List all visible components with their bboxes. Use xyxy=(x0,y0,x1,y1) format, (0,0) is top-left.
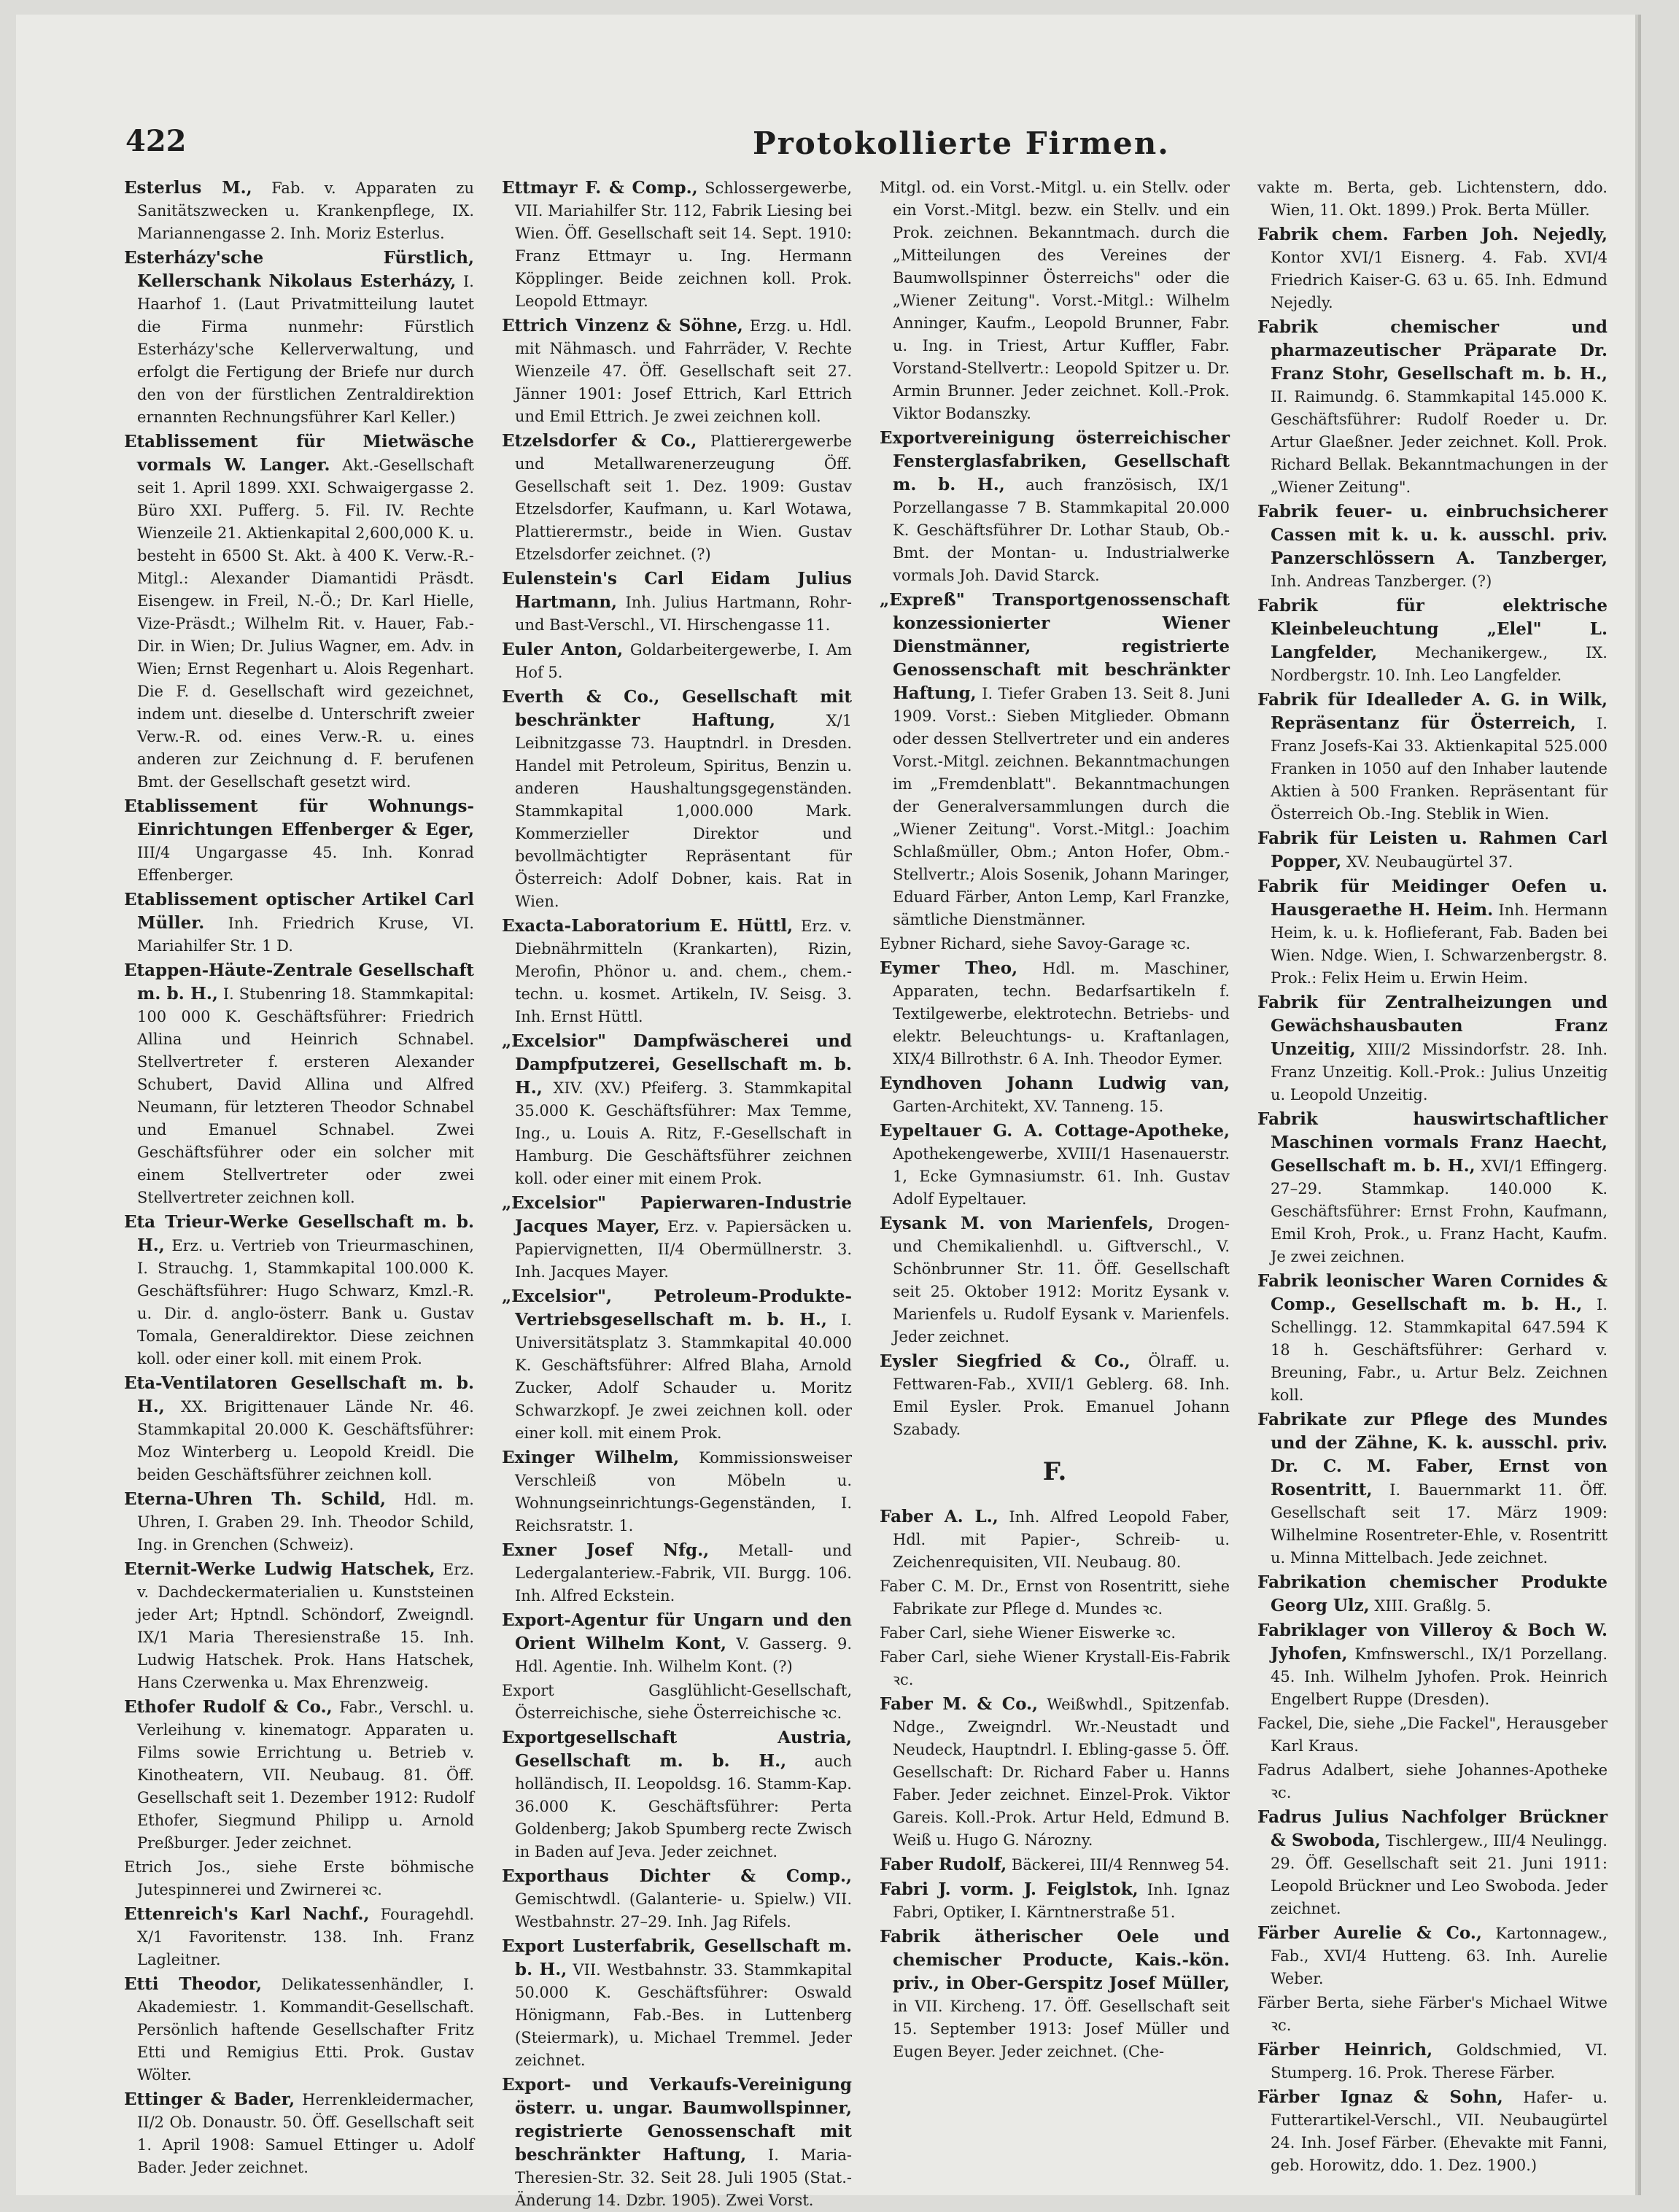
firm-name: Eypeltauer G. A. Cottage-Apotheke, xyxy=(880,1121,1230,1141)
directory-entry xyxy=(124,1696,474,1855)
firm-name: Ettmayr F. & Comp., xyxy=(502,178,698,198)
directory-entry xyxy=(502,1446,852,1537)
directory-entry xyxy=(502,430,852,566)
directory-entry xyxy=(502,1865,852,1933)
column-3 xyxy=(880,176,1230,2175)
directory-entry xyxy=(1257,1922,1608,1990)
firm-details: Mitgl. od. ein Vorst.-Mitgl. u. ein Stellv. oder ein Vorst.-Mitgl. bezw. ein Stellv. und ein Prok. zeichnen. Bekanntmach. durch die „Mitteilungen des Vereines der Baumwollspinner Österreichs" oder die „Wiener Zeitung". Vorst.-Mitgl.: Wilhelm Anninger, Kaufm., Leopold Brunner, Fabr. u. Ing. in Triest, Artur Kuffler, Fabr. Vorstand-Stellvertr.: Leopold Spitzer u. Dr. Armin Brunner. Jeder zeichnet. Koll.-Prok. Viktor Bodanszky. xyxy=(880,179,1230,422)
firm-name: Exportgesellschaft Austria, Gesellschaft m. b. H., xyxy=(502,1728,852,1771)
firm-details: Fouragehdl. X/1 Favoritenstr. 138. Inh. Franz Lagleitner. xyxy=(137,1906,474,1968)
firm-details: Export Gasglühlicht-Gesellschaft, Österreichische, siehe Österreichische ꝛc. xyxy=(502,1682,852,1722)
firm-name: Fabrik für elektrische Kleinbeleuchtung „Elel" L. Langfelder, xyxy=(1257,596,1608,662)
firm-name: Everth & Co., Gesellschaft mit beschränkter Haftung, xyxy=(502,687,852,730)
firm-details: Faber Carl, siehe Wiener Krystall-Eis-Fabrik ꝛc. xyxy=(880,1648,1230,1688)
firm-details: auch französisch, IX/1 Porzellangasse 7 B. Stammkapital 20.000 K. Geschäftsführer Dr. Lothar Staub, Ob.-Bmt. der Montan- u. Industrialwerke vormals Joh. David Starck. xyxy=(893,476,1230,584)
firm-details: Färber Berta, siehe Färber's Michael Witwe ꝛc. xyxy=(1257,1994,1608,2034)
firm-name: Esterlus M., xyxy=(124,178,252,198)
firm-details: Kmfnswerschl., IX/1 Porzellang. 45. Inh. Wilhelm Jyhofen. Prok. Heinrich Engelbert Ruppe (Dresden). xyxy=(1271,1645,1608,1708)
directory-columns xyxy=(124,176,1608,2209)
directory-entry xyxy=(1257,594,1608,687)
directory-entry xyxy=(502,567,852,637)
directory-entry xyxy=(502,1030,852,1190)
firm-name: Eyndhoven Johann Ludwig van, xyxy=(880,1074,1230,1093)
column-4 xyxy=(1257,176,1608,2175)
firm-name: Fabrikate zur Pflege des Mundes und der Zähne, K. k. ausschl. priv. Dr. C. M. Faber, Ernst von Rosentritt, xyxy=(1257,1410,1608,1499)
directory-entry xyxy=(1257,176,1608,222)
directory-entry xyxy=(1257,1806,1608,1920)
firm-name: Fabrik für Zentralheizungen und Gewächshausbauten Franz Unzeitig, xyxy=(1257,993,1608,1059)
firm-name: Faber Rudolf, xyxy=(880,1855,1007,1874)
directory-entry xyxy=(124,1211,474,1370)
directory-entry xyxy=(124,1372,474,1486)
directory-entry xyxy=(880,1878,1230,1924)
firm-name: Färber Heinrich, xyxy=(1257,2040,1433,2060)
directory-entry xyxy=(124,1903,474,1971)
firm-details: Inh. Ignaz Fabri, Optiker, I. Kärntnerstraße 51. xyxy=(893,1881,1230,1921)
firm-details: Akt.-Gesellschaft seit 1. April 1899. XXI. Schwaigergasse 2. Büro XXI. Pufferg. 5. Fil. IV. Rechte Wienzeile 21. Aktienkapital 2,600,000 K. u. besteht in 6500 St. Akt. à 400 K. Verw.-R.-Mitgl.: Alexander Diamantidi Präsdt. Eisengew. in Freil, N.-Ö.; Dr. Karl Hielle, Vize-Präsdt.; Wilhelm Rit. v. Hauer, Fab.-Dir. in Wien; Dr. Julius Wagner, em. Adv. in Wien; Ernst Regenhart u. Alois Regenhart. Die F. d. Gesellschaft wird gezeichnet, indem unt. dieselbe d. Unterschrift zweier Verw.-R. od. eines Verw.-R. u. eines anderen zur Zeichnung d. F. berufenen Bmt. der Gesellschaft gesetzt wird. xyxy=(137,457,474,791)
firm-name: Etzelsdorfer & Co., xyxy=(502,431,697,451)
directory-entry xyxy=(1257,875,1608,990)
firm-details: Schlossergewerbe, VII. Mariahilfer Str. 112, Fabrik Liesing bei Wien. Öff. Gesellschaft seit 14. Sept. 1910: Franz Ettmayr u. Ing. Hermann Köpplinger. Beide zeichnen koll. Prok. Leopold Ettmayr. xyxy=(515,179,852,310)
firm-details: V. Gasserg. 9. Hdl. Agentie. Inh. Wilhelm Kont. (?) xyxy=(515,1635,852,1675)
directory-entry xyxy=(502,176,852,313)
firm-details: I. Haarhof 1. (Laut Privatmitteilung lautet die Firma nunmehr: Fürstlich Esterházy'sche Kellerverwaltung, und erfolgt die Fertigung der Briefe nur durch den von der fürstlichen Zentraldirektion ernannten Rechnungsführer Karl Keller.) xyxy=(137,273,474,426)
firm-details: VII. Westbahnstr. 33. Stammkapital 50.000 K. Geschäftsführer: Oswald Hönigmann, Fab.-Bes. in Luttenberg (Steiermark), u. Michael Tremmel. Jeder zeichnet. xyxy=(515,1961,853,2069)
column-2 xyxy=(502,176,853,2209)
directory-entry xyxy=(502,1285,852,1445)
directory-entry xyxy=(124,1558,474,1694)
directory-entry xyxy=(1257,1619,1608,1711)
firm-name: Fabrikation chemischer Produkte Georg Ulz, xyxy=(1257,1572,1608,1615)
firm-name: Exinger Wilhelm, xyxy=(502,1448,680,1467)
directory-entry xyxy=(502,915,852,1028)
firm-name: Faber M. & Co., xyxy=(880,1694,1039,1714)
firm-details: Delikatessenhändler, I. Akademiestr. 1. Kommandit-Gesellschaft. Persönlich haftende Gesellschafter Fritz Etti und Remigius Etti. Prok. Gustav Wölter. xyxy=(137,1976,474,2084)
directory-entry xyxy=(1257,2086,1608,2177)
directory-entry xyxy=(124,888,474,958)
directory-entry xyxy=(502,686,852,913)
directory-entry xyxy=(124,795,474,887)
firm-details: Garten-Architekt, XV. Tanneng. 15. xyxy=(893,1098,1164,1115)
firm-details: Kartonnagew., Fab., XVI/4 Hutteng. 63. Inh. Aurelie Weber. xyxy=(1271,1925,1608,1987)
directory-entry xyxy=(124,1856,474,1901)
directory-entry xyxy=(124,430,474,793)
firm-details: Erzg. u. Hdl. mit Nähmasch. und Fahrräder, V. Rechte Wienzeile 47. Öff. Gesellschaft seit 27. Jänner 1901: Josef Ettrich, Karl Ettrich und Emil Ettrich. Je zwei zeichnen koll. xyxy=(515,317,852,425)
directory-entry xyxy=(880,589,1230,931)
directory-entry xyxy=(880,933,1230,955)
firm-details: XV. Neubaugürtel 37. xyxy=(1346,853,1513,871)
directory-entry xyxy=(502,2073,852,2212)
directory-entry xyxy=(1257,2038,1608,2084)
section-letter: F. xyxy=(1042,1457,1067,1486)
directory-entry xyxy=(880,1925,1230,2063)
firm-details: Kontor XVI/1 Eisnerg. 4. Fab. XVI/4 Friedrich Kaiser-G. 63 u. 65. Inh. Edmund Nejedly. xyxy=(1271,249,1608,311)
directory-entry xyxy=(502,1935,852,2072)
directory-entry xyxy=(124,1973,474,2087)
firm-details: XIII. Graßlg. 5. xyxy=(1374,1597,1492,1615)
firm-details: Inh. Andreas Tanzberger. (?) xyxy=(1271,573,1492,590)
firm-name: Etti Theodor, xyxy=(124,1974,263,1994)
directory-entry xyxy=(502,638,852,684)
firm-details: Gemischtwdl. (Galanterie- u. Spielw.) VII. Westbahnstr. 27–29. Inh. Jag Rifels. xyxy=(515,1890,852,1930)
firm-name: Ettenreich's Karl Nachf., xyxy=(124,1904,370,1924)
firm-name: Exportvereinigung österreichischer Fensterglasfabriken, Gesellschaft m. b. H., xyxy=(880,428,1230,494)
firm-name: Fabrik für Idealleder A. G. in Wilk, Repräsentanz für Österreich, xyxy=(1257,690,1608,733)
firm-name: Eta-Ventilatoren Gesellschaft m. b. H., xyxy=(124,1373,474,1416)
firm-details: I. Schellingg. 12. Stammkapital 647.594 K 18 h. Geschäftsführer: Gerhard v. Breuning, Fabr., u. Artur Belz. Zeichnen koll. xyxy=(1271,1296,1608,1404)
firm-name: Färber Aurelie & Co., xyxy=(1257,1923,1482,1943)
firm-details: I. Stubenring 18. Stammkapital: 100 000 K. Geschäftsführer: Friedrich Allina und Heinrich Schnabel. Stellvertreter f. ersteren Alexander Schubert, David Allina und Alfred Neumann, für letzteren Theodor Schnabel und Emanuel Schnabel. Zwei Geschäftsführer oder ein solcher mit einem Stellvertreter oder zwei Stellvertreter zeichnen koll. xyxy=(137,985,474,1206)
firm-name: Eysler Siegfried & Co., xyxy=(880,1351,1131,1371)
directory-entry xyxy=(1257,316,1608,499)
firm-details: Drogen- und Chemikalienhdl. u. Giftverschl., V. Schönbrunner Str. 11. Öff. Gesellschaft seit 25. Oktober 1912: Moritz Eysank v. Marienfels u. Rudolf Eysank v. Marienfels. Jeder zeichnet. xyxy=(893,1215,1230,1346)
firm-details: Fab. v. Apparaten zu Sanitätszwecken u. Krankenpflege, IX. Mariannengasse 2. Inh. Moriz Esterlus. xyxy=(137,179,475,242)
firm-details: III/4 Ungargasse 45. Inh. Konrad Effenberger. xyxy=(137,844,474,884)
directory-entry xyxy=(502,314,852,428)
firm-details: Apothekengewerbe, XVIII/1 Hasenauerstr. 1, Ecke Gymnasiumstr. 61. Inh. Gustav Adolf Eypeltauer. xyxy=(893,1145,1230,1208)
firm-details: X/1 Leibnitzgasse 73. Hauptndrl. in Dresden. Handel mit Petroleum, Spiritus, Benzin u. anderen Haushaltungsgegenständen. Stammkapital 1,000.000 Mark. Kommerzieller Direktor und bevollmächtigter Repräsentant für Österreich: Adolf Dobner, kais. Rat in Wien. xyxy=(515,712,852,910)
firm-details: Hdl. m. Maschiner, Apparaten, techn. Bedarfsartikeln f. Textilgewerbe, elektrotechn. Betriebs- und elektr. Beleuchtungs- u. Kraftanlagen, XIX/4 Billrothstr. 6 A. Inh. Theodor Eymer. xyxy=(893,960,1230,1068)
firm-name: Fabrik chemischer und pharmazeutischer Präparate Dr. Franz Stohr, Gesellschaft m. b. H., xyxy=(1257,317,1608,384)
firm-details: Fadrus Adalbert, siehe Johannes-Apotheke ꝛc. xyxy=(1257,1761,1608,1801)
firm-name: Fabrik für Meidinger Oefen u. Hausgeraethe H. Heim. xyxy=(1257,877,1608,920)
firm-details: Inh. Hermann Heim, k. u. k. Hoflieferant, Fab. Baden bei Wien. Ndge. Wien, I. Schwarzenbergstr. 8. Prok.: Felix Heim u. Erwin Heim. xyxy=(1271,901,1608,987)
firm-name: Fabri J. vorm. J. Feiglstok, xyxy=(880,1879,1139,1899)
firm-name: Fadrus Julius Nachfolger Brückner & Swoboda, xyxy=(1257,1807,1608,1850)
directory-entry xyxy=(1257,1759,1608,1804)
firm-details: Erz. v. Papiersäcken u. Papiervignetten, II/4 Obermüllnerstr. 3. Inh. Jacques Mayer. xyxy=(515,1218,852,1281)
directory-entry xyxy=(1257,1270,1608,1407)
firm-details: XVI/1 Effingerg. 27–29. Stammkap. 140.000 K. Geschäftsführer: Ernst Frohn, Kaufmann, Emil Kroh, Prok., u. Franz Hacht, Kaufm. Je zwei zeichnen. xyxy=(1271,1157,1608,1265)
directory-entry xyxy=(502,1726,852,1863)
directory-entry xyxy=(880,1072,1230,1118)
firm-details: Metall- und Ledergalanteriew.-Fabrik, VII. Burgg. 106. Inh. Alfred Eckstein. xyxy=(515,1542,852,1604)
directory-entry xyxy=(880,1575,1230,1621)
directory-entry xyxy=(1257,1712,1608,1758)
directory-entry xyxy=(880,1853,1230,1877)
firm-name: „Expreß" Transportgenossenschaft konzessionierter Wiener Dienstmänner, registrierte Genossenschaft mit beschränkter Haftung, xyxy=(880,590,1230,703)
directory-entry xyxy=(124,2088,474,2179)
firm-name: Esterházy'sche Fürstlich, Kellerschank Nikolaus Esterházy, xyxy=(124,248,474,291)
firm-details: I. Tiefer Graben 13. Seit 8. Juni 1909. Vorst.: Sieben Mitglieder. Obmann oder dessen Stellvertreter und ein anderes Vorst.-Mitgl. zeichnen. Bekanntmachungen im „Fremdenblatt". Bekanntmachungen der Generalversammlungen durch die „Wiener Zeitung". Vorst.-Mitgl.: Joachim Schlaßmüller, Obm.; Anton Hofer, Obm.-Stellvertr.; Alois Sosenik, Johann Maringer, Eduard Färber, Anton Lemp, Karl Franzke, sämtliche Dienstmänner. xyxy=(893,685,1230,928)
firm-details: Faber C. M. Dr., Ernst von Rosentritt, siehe Fabrikate zur Pflege d. Mundes ꝛc. xyxy=(880,1577,1230,1618)
directory-entry xyxy=(124,176,474,245)
firm-details: Hafer- u. Futterartikel-Verschl., VII. Neubaugürtel 24. Inh. Josef Färber. (Ehevakte mit Fanni, geb. Horowitz, ddo. 1. Dez. 1900.) xyxy=(1271,2089,1608,2174)
firm-details: Hdl. m. Uhren, I. Graben 29. Inh. Theodor Schild, Ing. in Grenchen (Schweiz). xyxy=(137,1491,474,1553)
directory-entry xyxy=(880,957,1230,1071)
firm-details: Goldarbeitergewerbe, I. Am Hof 5. xyxy=(515,641,852,681)
firm-details: Goldschmied, VI. Stumperg. 16. Prok. Therese Färber. xyxy=(1271,2041,1608,2081)
firm-details: XX. Brigittenauer Lände Nr. 46. Stammkapital 20.000 K. Geschäftsführer: Moz Winterberg u. Leopold Kreidl. Die beiden Geschäftsführer zeichnen koll. xyxy=(137,1398,474,1483)
firm-details: Herrenkleidermacher, II/2 Ob. Donaustr. 50. Öff. Gesellschaft seit 1. April 1908: Samuel Ettinger u. Adolf Bader. Jeder zeichnet. xyxy=(137,2091,474,2176)
firm-details: Faber Carl, siehe Wiener Eiswerke ꝛc. xyxy=(880,1624,1176,1642)
firm-details: Fabr., Verschl. u. Verleihung v. kinematogr. Apparaten u. Films sowie Errichtung u. Betrieb v. Kinotheatern, VII. Neubaug. 81. Öff. Gesellschaft seit 1. Dezember 1912: Rudolf Ethofer, Siegmund Philipp u. Arnold Preßburger. Jeder zeichnet. xyxy=(137,1699,474,1852)
firm-name: Eysank M. von Marienfels, xyxy=(880,1214,1154,1233)
firm-name: Eulenstein's Carl Eidam Julius Hartmann, xyxy=(502,569,852,612)
firm-details: vakte m. Berta, geb. Lichtenstern, ddo. Wien, 11. Okt. 1899.) Prok. Berta Müller. xyxy=(1257,179,1608,219)
firm-name: Fabriklager von Villeroy & Boch W. Jyhofen, xyxy=(1257,1621,1608,1664)
directory-entry xyxy=(1257,1992,1608,2037)
page-number: 422 xyxy=(125,124,187,158)
firm-name: Etablissement für Mietwäsche vormals W. Langer. xyxy=(124,432,474,475)
firm-details: I. Maria-Theresien-Str. 32. Seit 28. Juli 1905 (Stat.-Änderung 14. Dzbr. 1905). Zwei Vorst. xyxy=(515,2146,852,2209)
directory-entry xyxy=(124,247,474,429)
firm-name: Fabrik für Leisten u. Rahmen Carl Popper, xyxy=(1257,828,1608,872)
column-1 xyxy=(124,176,474,2175)
firm-details: Eybner Richard, siehe Savoy-Garage ꝛc. xyxy=(880,935,1191,952)
firm-name: Etappen-Häute-Zentrale Gesellschaft m. b. H., xyxy=(124,961,474,1004)
directory-entry xyxy=(1257,827,1608,874)
firm-name: Export- und Verkaufs-Vereinigung österr. u. ungar. Baumwollspinner, registrierte Genossenschaft mit beschränkter Haftung, xyxy=(502,2075,852,2165)
firm-details: Plattierergewerbe und Metallwarenerzeugung Öff. Gesellschaft seit 1. Dez. 1909: Gustav Etzelsdorfer, Kaufmann, u. Karl Wotawa, Plattierermstr., beide in Wien. Gustav Etzelsdorfer zeichnet. (?) xyxy=(515,432,852,563)
directory-page xyxy=(16,15,1635,2209)
firm-details: Bäckerei, III/4 Rennweg 54. xyxy=(1011,1856,1230,1874)
firm-name: Etablissement optischer Artikel Carl Müller. xyxy=(124,890,474,933)
firm-name: Exporthaus Dichter & Comp., xyxy=(502,1866,852,1886)
directory-entry xyxy=(880,1350,1230,1441)
firm-name: Export Lusterfabrik, Gesellschaft m. b. H., xyxy=(502,1936,852,1979)
directory-entry xyxy=(502,1609,852,1678)
firm-name: Fabrik leonischer Waren Cornides & Comp., Gesellschaft m. b. H., xyxy=(1257,1271,1608,1314)
directory-entry xyxy=(1257,223,1608,314)
firm-name: Exacta-Laboratorium E. Hüttl, xyxy=(502,916,794,936)
firm-details: I. Franz Josefs-Kai 33. Aktienkapital 525.000 Franken in 1050 auf den Inhaber lautende Aktien à 500 Franken. Repräsentant für Österreich Ob.-Ing. Steblik in Wien. xyxy=(1271,715,1608,823)
firm-name: Fabrik ätherischer Oele und chemischer Producte, Kais.-kön. priv., in Ober-Gerspitz Josef Müller, xyxy=(880,1927,1230,1993)
firm-details: Weißwhdl., Spitzenfab. Ndge., Zweigndrl. Wr.-Neustadt und Neudeck, Hauptndrl. I. Ebling-gasse 5. Öff. Gesellschaft: Dr. Richard Faber u. Hanns Faber. Jeder zeichnet. Einzel-Prok. Viktor Gareis. Koll.-Prok. Artur Held, Edmund B. Weiß u. Hugo G. Nározny. xyxy=(893,1696,1230,1849)
firm-name: Fabrik hauswirtschaftlicher Maschinen vormals Franz Haecht, Gesellschaft m. b. H., xyxy=(1257,1109,1608,1176)
directory-entry xyxy=(880,1119,1230,1211)
firm-name: Euler Anton, xyxy=(502,640,624,659)
firm-name: Faber A. L., xyxy=(880,1507,999,1526)
firm-name: „Excelsior" Papierwaren-Industrie Jacques Mayer, xyxy=(502,1193,852,1236)
directory-entry xyxy=(124,1488,474,1556)
firm-details: Inh. Alfred Leopold Faber, Hdl. mit Papier-, Schreib- u. Zeichenrequisiten, VII. Neubaug. 80. xyxy=(893,1508,1230,1571)
directory-entry xyxy=(880,1505,1230,1574)
directory-entry xyxy=(880,1622,1230,1645)
firm-name: Eymer Theo, xyxy=(880,958,1018,978)
firm-name: Exner Josef Nfg., xyxy=(502,1540,710,1560)
firm-name: Ettrich Vinzenz & Söhne, xyxy=(502,316,743,335)
firm-details: Etrich Jos., siehe Erste böhmische Jutespinnerei und Zwirnerei ꝛc. xyxy=(124,1858,474,1898)
directory-entry xyxy=(880,176,1230,425)
directory-entry xyxy=(1257,1571,1608,1618)
firm-name: Eta Trieur-Werke Gesellschaft m. b. H., xyxy=(124,1212,474,1255)
directory-entry xyxy=(124,959,474,1209)
directory-entry xyxy=(880,1646,1230,1691)
firm-name: Ethofer Rudolf & Co., xyxy=(124,1697,333,1717)
directory-entry xyxy=(880,1212,1230,1348)
firm-name: Fabrik chem. Farben Joh. Nejedly, xyxy=(1257,225,1608,244)
firm-name: Färber Ignaz & Sohn, xyxy=(1257,2087,1503,2107)
firm-details: Mechanikergew., IX. Nordbergstr. 10. Inh. Leo Langfelder. xyxy=(1271,644,1608,684)
firm-details: auch holländisch, II. Leopoldsg. 16. Stamm-Kap. 36.000 K. Geschäftsführer: Perta Goldenberg; Jakob Spumberg recte Zwisch in Baden auf Jeva. Jeder zeichnet. xyxy=(515,1753,852,1860)
directory-entry xyxy=(1257,500,1608,593)
running-title: Protokollierte Firmen. xyxy=(753,125,1170,161)
firm-name: Etablissement für Wohnungs-Einrichtungen Effenberger & Eger, xyxy=(124,796,474,839)
firm-details: Erz. u. Vertrieb von Trieurmaschinen, I. Strauchg. 1, Stammkapital 100.000 K. Geschäftsführer: Hugo Schwarz, Kmzl.-R. u. Dir. d. anglo-österr. Bank u. Gustav Tomala, Generaldirektor. Diese zeichnen koll. oder einer koll. mit einem Prok. xyxy=(137,1237,474,1367)
firm-details: Erz. v. Diebnährmitteln (Krankarten), Rizin, Merofin, Phönor u. and. chem., chem.-techn. u. kosmet. Artikeln, IV. Seisg. 3. Inh. Ernst Hüttl. xyxy=(515,917,852,1025)
firm-name: Eternit-Werke Ludwig Hatschek, xyxy=(124,1559,435,1579)
firm-name: „Excelsior" Dampfwäscherei und Dampfputzerei, Gesellschaft m. b. H., xyxy=(502,1031,852,1098)
firm-details: I. Universitätsplatz 3. Stammkapital 40.000 K. Geschäftsführer: Alfred Blaha, Arnold Zucker, Adolf Schauder u. Moritz Schwarzkopf. Je zwei zeichnen koll. oder einer koll. mit einem Prok. xyxy=(515,1311,852,1442)
firm-details: Erz. v. Dachdeckermaterialien u. Kunststeinen jeder Art; Hptndl. Schöndorf, Zweigndl. IX/1 Maria Theresienstraße 15. Inh. Ludwig Hatschek. Prok. Hans Hatschek, Hans Czerwenka u. Max Ehrenzweig. xyxy=(137,1561,474,1691)
firm-details: XIII/2 Missindorfstr. 28. Inh. Franz Unzeitig. Koll.-Prok.: Julius Unzeitig u. Leopold Unzeitig. xyxy=(1271,1041,1608,1103)
firm-name: Ettinger & Bader, xyxy=(124,2089,295,2109)
firm-name: „Excelsior", Petroleum-Produkte-Vertriebsgesellschaft m. b. H., xyxy=(502,1287,852,1330)
firm-details: Tischlergew., III/4 Neulingg. 29. Öff. Gesellschaft seit 21. Juni 1911: Leopold Brückner und Leo Swoboda. Jeder zeichnet. xyxy=(1271,1832,1608,1917)
firm-details: Inh. Julius Hartmann, Rohr- und Bast-Verschl., VI. Hirschengasse 11. xyxy=(515,594,852,634)
firm-details: II. Raimundg. 6. Stammkapital 145.000 K. Geschäftsführer: Rudolf Roeder u. Dr. Artur Glaeßner. Jeder zeichnet. Koll. Prok. Richard Bellak. Bekanntmachungen in der „Wiener Zeitung". xyxy=(1271,388,1608,496)
firm-details: Fackel, Die, siehe „Die Fackel", Herausgeber Karl Kraus. xyxy=(1257,1715,1608,1755)
directory-entry xyxy=(880,1693,1230,1852)
firm-name: Eterna-Uhren Th. Schild, xyxy=(124,1489,386,1509)
firm-details: I. Bauernmarkt 11. Öff. Gesellschaft seit 17. März 1909: Wilhelmine Rosentreter-Ehle, v. Rosentritt u. Minna Mittelbach. Jede zeichnet. xyxy=(1271,1481,1608,1567)
firm-details: in VII. Kircheng. 17. Öff. Gesellschaft seit 15. September 1913: Josef Müller und Eugen Beyer. Jeder zeichnet. (Che- xyxy=(893,1998,1230,2060)
directory-entry xyxy=(502,1680,852,1725)
directory-entry xyxy=(880,427,1230,587)
directory-entry xyxy=(1257,688,1608,826)
firm-details: XIV. (XV.) Pfeiferg. 3. Stammkapital 35.000 K. Geschäftsführer: Max Temme, Ing., u. Louis A. Ritz, F.-Gesellschaft in Hamburg. Die Geschäftsführer zeichnen koll. oder einer mit einem Prok. xyxy=(515,1079,852,1187)
directory-entry xyxy=(1257,1408,1608,1569)
firm-details: Ölraff. u. Fettwaren-Fab., XVII/1 Geblerg. 68. Inh. Emil Eysler. Prok. Emanuel Johann Szabady. xyxy=(893,1353,1230,1438)
directory-entry xyxy=(502,1539,852,1607)
directory-entry xyxy=(502,1192,852,1284)
firm-details: Inh. Friedrich Kruse, VI. Mariahilfer Str. 1 D. xyxy=(137,915,474,955)
firm-name: Export-Agentur für Ungarn und den Orient Wilhelm Kont, xyxy=(502,1610,852,1653)
firm-details: Kommissionsweiser Verschleiß von Möbeln u. Wohnungseinrichtungs-Gegenständen, I. Reichsratstr. 1. xyxy=(515,1449,852,1534)
directory-entry xyxy=(1257,991,1608,1106)
directory-entry xyxy=(1257,1108,1608,1268)
firm-name: Fabrik feuer- u. einbruchsicherer Cassen mit k. u. k. ausschl. priv. Panzerschlössern A. Tanzberger, xyxy=(1257,502,1608,568)
